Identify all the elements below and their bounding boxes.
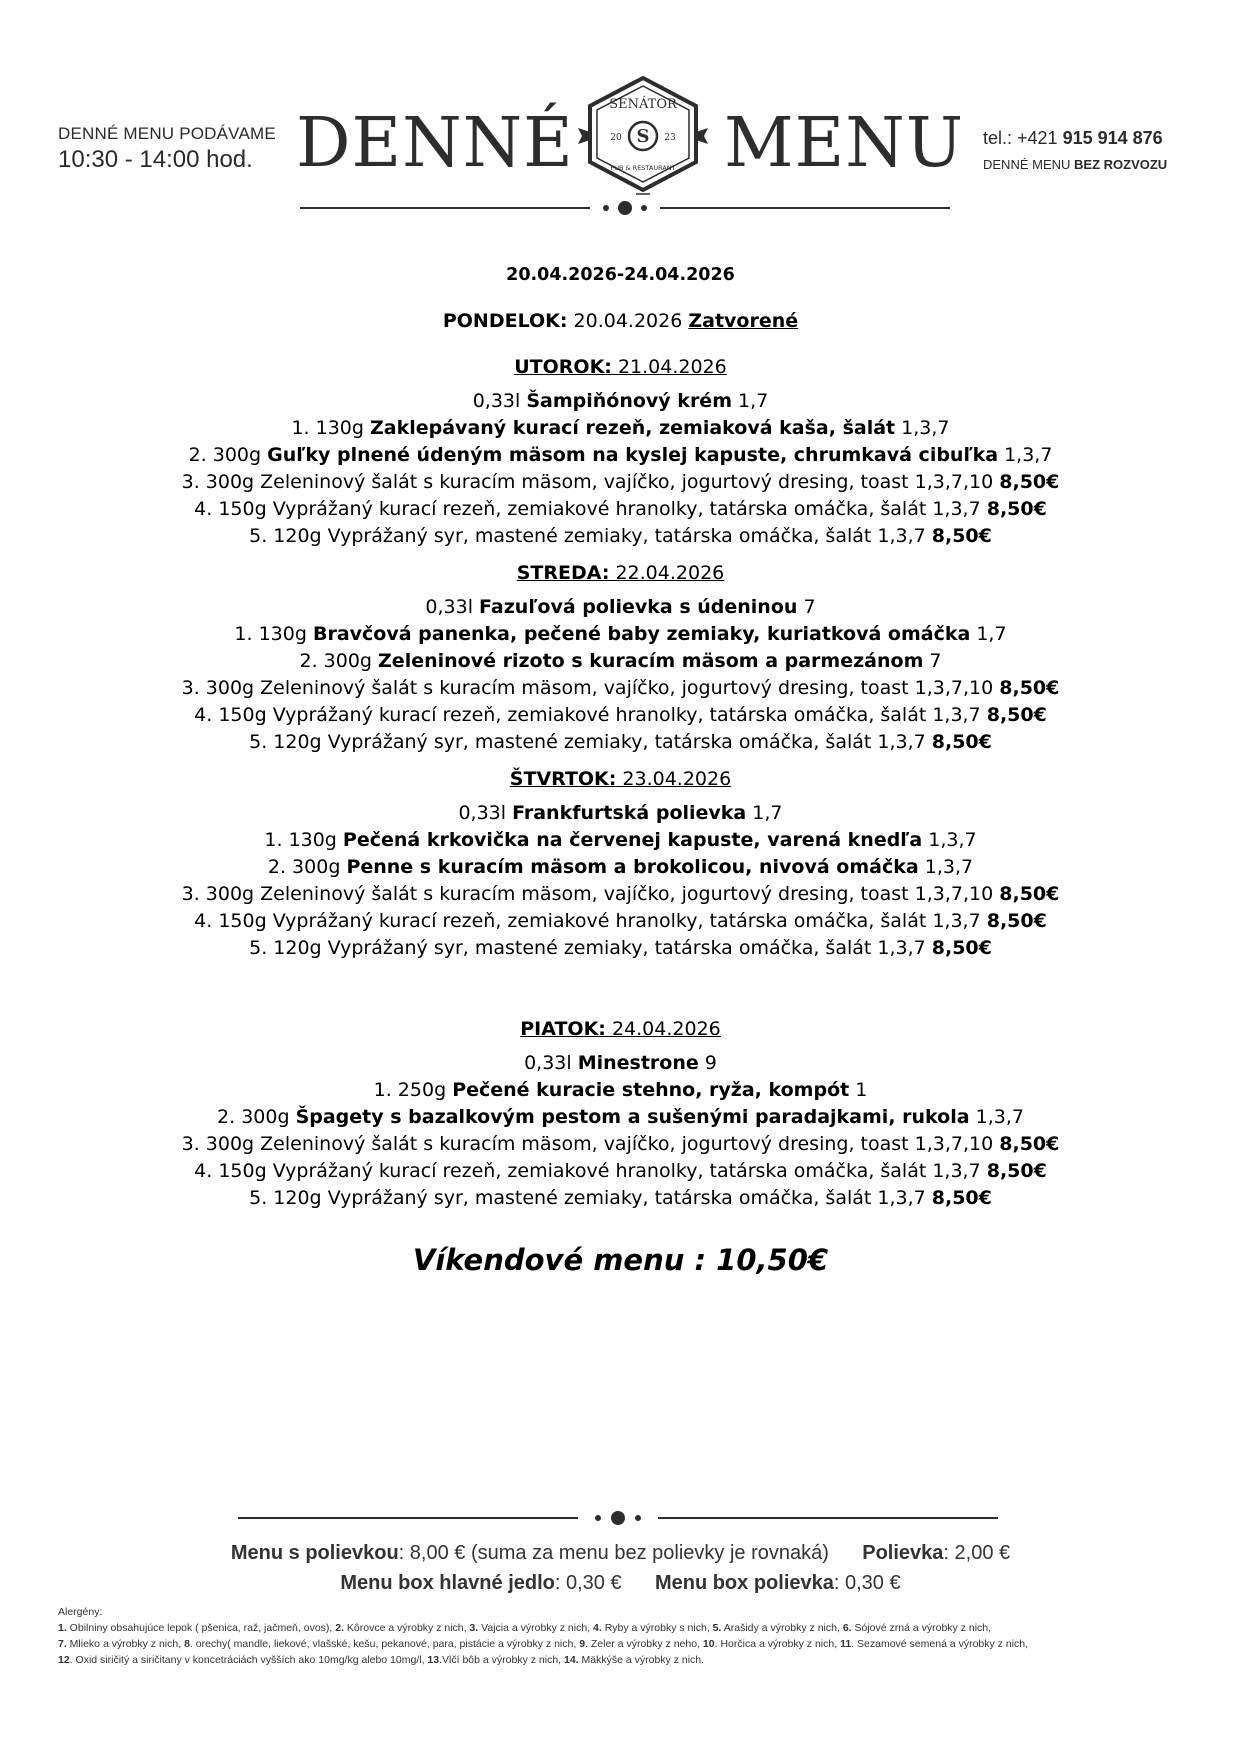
dish-price: 8,50€ bbox=[931, 731, 992, 753]
dish-name: Guľky plnené údeným mäsom na kyslej kapuste, chrumkavá cibuľka bbox=[267, 444, 999, 466]
delivery-note bbox=[983, 157, 1167, 172]
allergen-text: . Sezamové semená a výrobky z nich, bbox=[851, 1638, 1029, 1650]
dish-price: 8,50€ bbox=[931, 937, 992, 959]
day-date: 23.04.2026 bbox=[616, 768, 732, 790]
menu-content bbox=[0, 262, 1241, 1278]
dish-text: 5. 120g Vyprážaný syr, mastené zemiaky, tatárska omáčka, šalát 1,3,7 bbox=[249, 731, 932, 753]
dish-price: 8,50€ bbox=[999, 1133, 1060, 1155]
dish-text: 1. 130g bbox=[291, 417, 370, 439]
allergen-number: 2. bbox=[335, 1622, 344, 1634]
delivery-bold: BEZ ROZVOZU bbox=[1074, 157, 1168, 172]
soup-portion: 0,33l bbox=[425, 596, 480, 618]
day-name: ŠTVRTOK: bbox=[509, 768, 617, 790]
soup-value: : 2,00 € bbox=[943, 1542, 1011, 1564]
dish-text: 1. 130g bbox=[234, 623, 313, 645]
dish-name: Penne s kuracím mäsom a brokolicou, nivová omáčka bbox=[346, 856, 919, 878]
dish-text: 5. 120g Vyprážaný syr, mastené zemiaky, tatárska omáčka, šalát 1,3,7 bbox=[249, 1187, 932, 1209]
logo-year-right: 23 bbox=[664, 133, 676, 143]
dish-line bbox=[0, 496, 1241, 523]
price-footer bbox=[0, 1538, 1241, 1598]
dish-line bbox=[0, 442, 1241, 469]
menu-soup-label: Menu s polievkou bbox=[230, 1542, 399, 1564]
contact-info bbox=[983, 128, 1167, 172]
title-denne: DENNÉ bbox=[296, 104, 574, 183]
dish-line bbox=[0, 1185, 1241, 1212]
menu-soup-value: : 8,00 € (suma za menu bez polievky je rovnaká) bbox=[398, 1542, 829, 1564]
dish-line bbox=[0, 1104, 1241, 1131]
day-heading bbox=[0, 354, 1241, 380]
soup-allergens: 1,7 bbox=[746, 802, 783, 824]
dish-text: 3. 300g Zeleninový šalát s kuracím mäsom, vajíčko, jogurtový dresing, toast 1,3,7,10 bbox=[181, 1133, 1000, 1155]
dish-name: Pečené kuracie stehno, ryža, kompót bbox=[452, 1079, 850, 1101]
soup-line bbox=[0, 388, 1241, 415]
dish-price: 8,50€ bbox=[986, 704, 1047, 726]
allergen-text: Arašidy a výrobky z nich, bbox=[721, 1622, 843, 1634]
dish-price: 8,50€ bbox=[999, 677, 1060, 699]
allergen-number: 7. bbox=[58, 1638, 67, 1650]
dish-name: Špagety s bazalkovým pestom a sušenými paradajkami, rukola bbox=[295, 1106, 970, 1128]
dish-line bbox=[0, 729, 1241, 756]
soup-name: Minestrone bbox=[577, 1052, 699, 1074]
dish-text: 3. 300g Zeleninový šalát s kuracím mäsom, vajíčko, jogurtový dresing, toast 1,3,7,10 bbox=[181, 883, 1000, 905]
dish-allergens: 7 bbox=[923, 650, 942, 672]
dish-allergens: 1,3,7 bbox=[918, 856, 974, 878]
dish-name: Pečená krkovička na červenej kapuste, varená knedľa bbox=[342, 829, 923, 851]
allergen-number: 13 bbox=[427, 1654, 440, 1666]
allergen-list bbox=[58, 1620, 1198, 1668]
dish-line bbox=[0, 827, 1241, 854]
day-name: UTOROK: bbox=[514, 356, 612, 378]
dish-name: Zeleninové rizoto s kuracím mäsom a parmezánom bbox=[378, 650, 924, 672]
dish-text: 2. 300g bbox=[299, 650, 379, 672]
box-main-value: : 0,30 € bbox=[554, 1572, 622, 1594]
allergens-title: Alergény: bbox=[58, 1606, 103, 1618]
dish-allergens: 1,3,7 bbox=[922, 829, 977, 851]
logo-letter: S bbox=[636, 126, 650, 147]
title-menu: MENU bbox=[724, 104, 965, 183]
dish-allergens: 1,3,7 bbox=[895, 417, 950, 439]
dish-text: 2. 300g bbox=[267, 856, 347, 878]
dish-line bbox=[0, 1077, 1241, 1104]
days-list bbox=[0, 354, 1241, 1212]
allergen-number: 9 bbox=[579, 1638, 586, 1650]
allergen-number: 5. bbox=[712, 1622, 722, 1634]
dish-price: 8,50€ bbox=[999, 471, 1060, 493]
dish-price: 8,50€ bbox=[931, 525, 992, 547]
phone-prefix: tel.: +421 bbox=[983, 128, 1063, 148]
box-soup-value: : 0,30 € bbox=[833, 1572, 901, 1594]
allergen-text: Obilniny obsahujúce lepok ( pšenica, raž, jačmeň, ovos), bbox=[66, 1622, 336, 1634]
dish-text: 5. 120g Vyprážaný syr, mastené zemiaky, tatárska omáčka, šalát 1,3,7 bbox=[249, 937, 932, 959]
day-section bbox=[0, 560, 1241, 756]
dish-text: 1. 250g bbox=[373, 1079, 453, 1101]
allergen-text: . Oxid siričitý a siričitany v koncetráciách vyšších ako 10mg/kg alebo 10mg/l, bbox=[69, 1654, 428, 1666]
soup-line bbox=[0, 1050, 1241, 1077]
allergen-number: 11 bbox=[840, 1638, 852, 1650]
dish-text: 1. 130g bbox=[264, 829, 343, 851]
dish-line bbox=[0, 621, 1241, 648]
dish-price: 8,50€ bbox=[986, 1160, 1047, 1182]
day-date: 24.04.2026 bbox=[605, 1018, 721, 1040]
allergen-text: . Zeler a výrobky z neho, bbox=[585, 1638, 703, 1650]
day-date: 21.04.2026 bbox=[611, 356, 727, 378]
dish-text: 2. 300g bbox=[188, 444, 268, 466]
phone-number: 915 914 876 bbox=[1062, 128, 1163, 148]
dish-name: Zaklepávaný kurací rezeň, zemiaková kaša, šalát bbox=[370, 417, 896, 439]
soup-name: Šampiňónový krém bbox=[526, 390, 732, 412]
box-main-label: Menu box hlavné jedlo bbox=[340, 1572, 555, 1594]
monday-date: 20.04.2026 bbox=[567, 310, 689, 332]
soup-allergens: 1,7 bbox=[732, 390, 769, 412]
dish-line bbox=[0, 1131, 1241, 1158]
allergen-text: Vajcia a výrobky z nich, bbox=[478, 1622, 594, 1634]
soup-line bbox=[0, 800, 1241, 827]
allergen-text: Mlieko a výrobky z nich, bbox=[66, 1638, 185, 1650]
dish-text: 3. 300g Zeleninový šalát s kuracím mäsom, vajíčko, jogurtový dresing, toast 1,3,7,10 bbox=[181, 677, 1000, 699]
logo-subtitle: PUB & RESTAURANT bbox=[610, 164, 676, 172]
date-range: 20.04.2026-24.04.2026 bbox=[506, 265, 735, 285]
footer-row-1 bbox=[0, 1538, 1241, 1568]
dish-text: 2. 300g bbox=[217, 1106, 296, 1128]
allergen-text: Mäkkýše a výrobky z nich. bbox=[578, 1654, 705, 1666]
dish-line bbox=[0, 702, 1241, 729]
day-heading bbox=[0, 1016, 1241, 1042]
opening-hours-time: 10:30 - 14:00 hod. bbox=[58, 146, 253, 173]
footer-divider bbox=[238, 1508, 998, 1528]
dish-line bbox=[0, 648, 1241, 675]
allergen-text: Sójové zrná a výrobky z nich, bbox=[851, 1622, 992, 1634]
monday-name: PONDELOK: bbox=[442, 310, 568, 332]
dish-line bbox=[0, 881, 1241, 908]
soup-label: Polievka bbox=[862, 1542, 944, 1564]
dish-line bbox=[0, 523, 1241, 550]
day-section bbox=[0, 766, 1241, 962]
allergen-number: 12 bbox=[58, 1654, 70, 1666]
dish-line bbox=[0, 469, 1241, 496]
dish-line bbox=[0, 908, 1241, 935]
dish-price: 8,50€ bbox=[931, 1187, 992, 1209]
footer-row-2 bbox=[0, 1568, 1241, 1598]
soup-portion: 0,33l bbox=[524, 1052, 578, 1074]
logo-name: SENÁTOR bbox=[609, 97, 677, 112]
dish-price: 8,50€ bbox=[986, 498, 1047, 520]
weekend-menu: Víkendové menu : 10,50€ bbox=[412, 1243, 829, 1277]
monday-line bbox=[0, 308, 1241, 334]
allergens bbox=[58, 1604, 1198, 1668]
dish-text: 4. 150g Vyprážaný kurací rezeň, zemiakové hranolky, tatárska omáčka, šalát 1,3,7 bbox=[194, 910, 987, 932]
dish-text: 4. 150g Vyprážaný kurací rezeň, zemiakové hranolky, tatárska omáčka, šalát 1,3,7 bbox=[194, 498, 987, 520]
logo-year-left: 20 bbox=[610, 133, 622, 143]
monday-status: Zatvorené bbox=[688, 310, 799, 332]
dish-text: 3. 300g Zeleninový šalát s kuracím mäsom, vajíčko, jogurtový dresing, toast 1,3,7,10 bbox=[181, 471, 1000, 493]
allergen-number: 4. bbox=[593, 1622, 602, 1634]
soup-allergens: 7 bbox=[797, 596, 816, 618]
allergen-number: 14. bbox=[564, 1654, 579, 1666]
day-date: 22.04.2026 bbox=[609, 562, 725, 584]
day-section bbox=[0, 354, 1241, 550]
dish-allergens: 1 bbox=[849, 1079, 868, 1101]
phone-line bbox=[983, 128, 1167, 149]
soup-name: Frankfurtská polievka bbox=[512, 802, 747, 824]
soup-line bbox=[0, 594, 1241, 621]
senator-logo bbox=[578, 70, 708, 210]
section-gap bbox=[0, 972, 1241, 1016]
day-section bbox=[0, 1016, 1241, 1212]
header-divider bbox=[300, 198, 950, 218]
dish-name: Bravčová panenka, pečené baby zemiaky, kuriatková omáčka bbox=[312, 623, 971, 645]
dish-text: 5. 120g Vyprážaný syr, mastené zemiaky, tatárska omáčka, šalát 1,3,7 bbox=[249, 525, 932, 547]
dish-line bbox=[0, 935, 1241, 962]
dish-allergens: 1,7 bbox=[970, 623, 1007, 645]
dish-price: 8,50€ bbox=[999, 883, 1060, 905]
allergen-text: Ryby a výrobky s nich, bbox=[601, 1622, 713, 1634]
allergen-text: Kôrovce a výrobky z nich, bbox=[344, 1622, 470, 1634]
dish-line bbox=[0, 675, 1241, 702]
dish-allergens: 1,3,7 bbox=[998, 444, 1053, 466]
dish-price: 8,50€ bbox=[986, 910, 1047, 932]
delivery-prefix: DENNÉ MENU bbox=[983, 157, 1075, 172]
dish-allergens: 1,3,7 bbox=[969, 1106, 1024, 1128]
dish-line bbox=[0, 1158, 1241, 1185]
allergen-number: 10 bbox=[702, 1638, 715, 1650]
box-soup-label: Menu box polievka bbox=[654, 1572, 834, 1594]
opening-hours-label: DENNÉ MENU PODÁVAME bbox=[58, 124, 276, 143]
allergen-number: 1. bbox=[58, 1622, 67, 1634]
allergen-text: .Vlčí bôb a výrobky z nich, bbox=[439, 1654, 564, 1666]
opening-hours bbox=[58, 124, 276, 174]
soup-allergens: 9 bbox=[698, 1052, 717, 1074]
dish-text: 4. 150g Vyprážaný kurací rezeň, zemiakové hranolky, tatárska omáčka, šalát 1,3,7 bbox=[194, 704, 987, 726]
dish-line bbox=[0, 415, 1241, 442]
day-name: PIATOK: bbox=[520, 1018, 606, 1040]
day-heading bbox=[0, 766, 1241, 792]
soup-portion: 0,33l bbox=[458, 802, 513, 824]
dish-line bbox=[0, 854, 1241, 881]
allergen-number: 8 bbox=[184, 1638, 190, 1650]
allergen-text: . Horčica a výrobky z nich, bbox=[714, 1638, 841, 1650]
allergen-number: 3. bbox=[469, 1622, 479, 1634]
dish-text: 4. 150g Vyprážaný kurací rezeň, zemiakové hranolky, tatárska omáčka, šalát 1,3,7 bbox=[194, 1160, 987, 1182]
soup-name: Fazuľová polievka s údeninou bbox=[479, 596, 798, 618]
day-heading bbox=[0, 560, 1241, 586]
allergen-text: . orechy( mandle, liekové, vlašské, kešu, pekanové, para, pistácie a výrobky z nich, bbox=[189, 1638, 580, 1650]
day-name: STREDA: bbox=[516, 562, 610, 584]
soup-portion: 0,33l bbox=[472, 390, 527, 412]
allergen-number: 6. bbox=[842, 1622, 852, 1634]
